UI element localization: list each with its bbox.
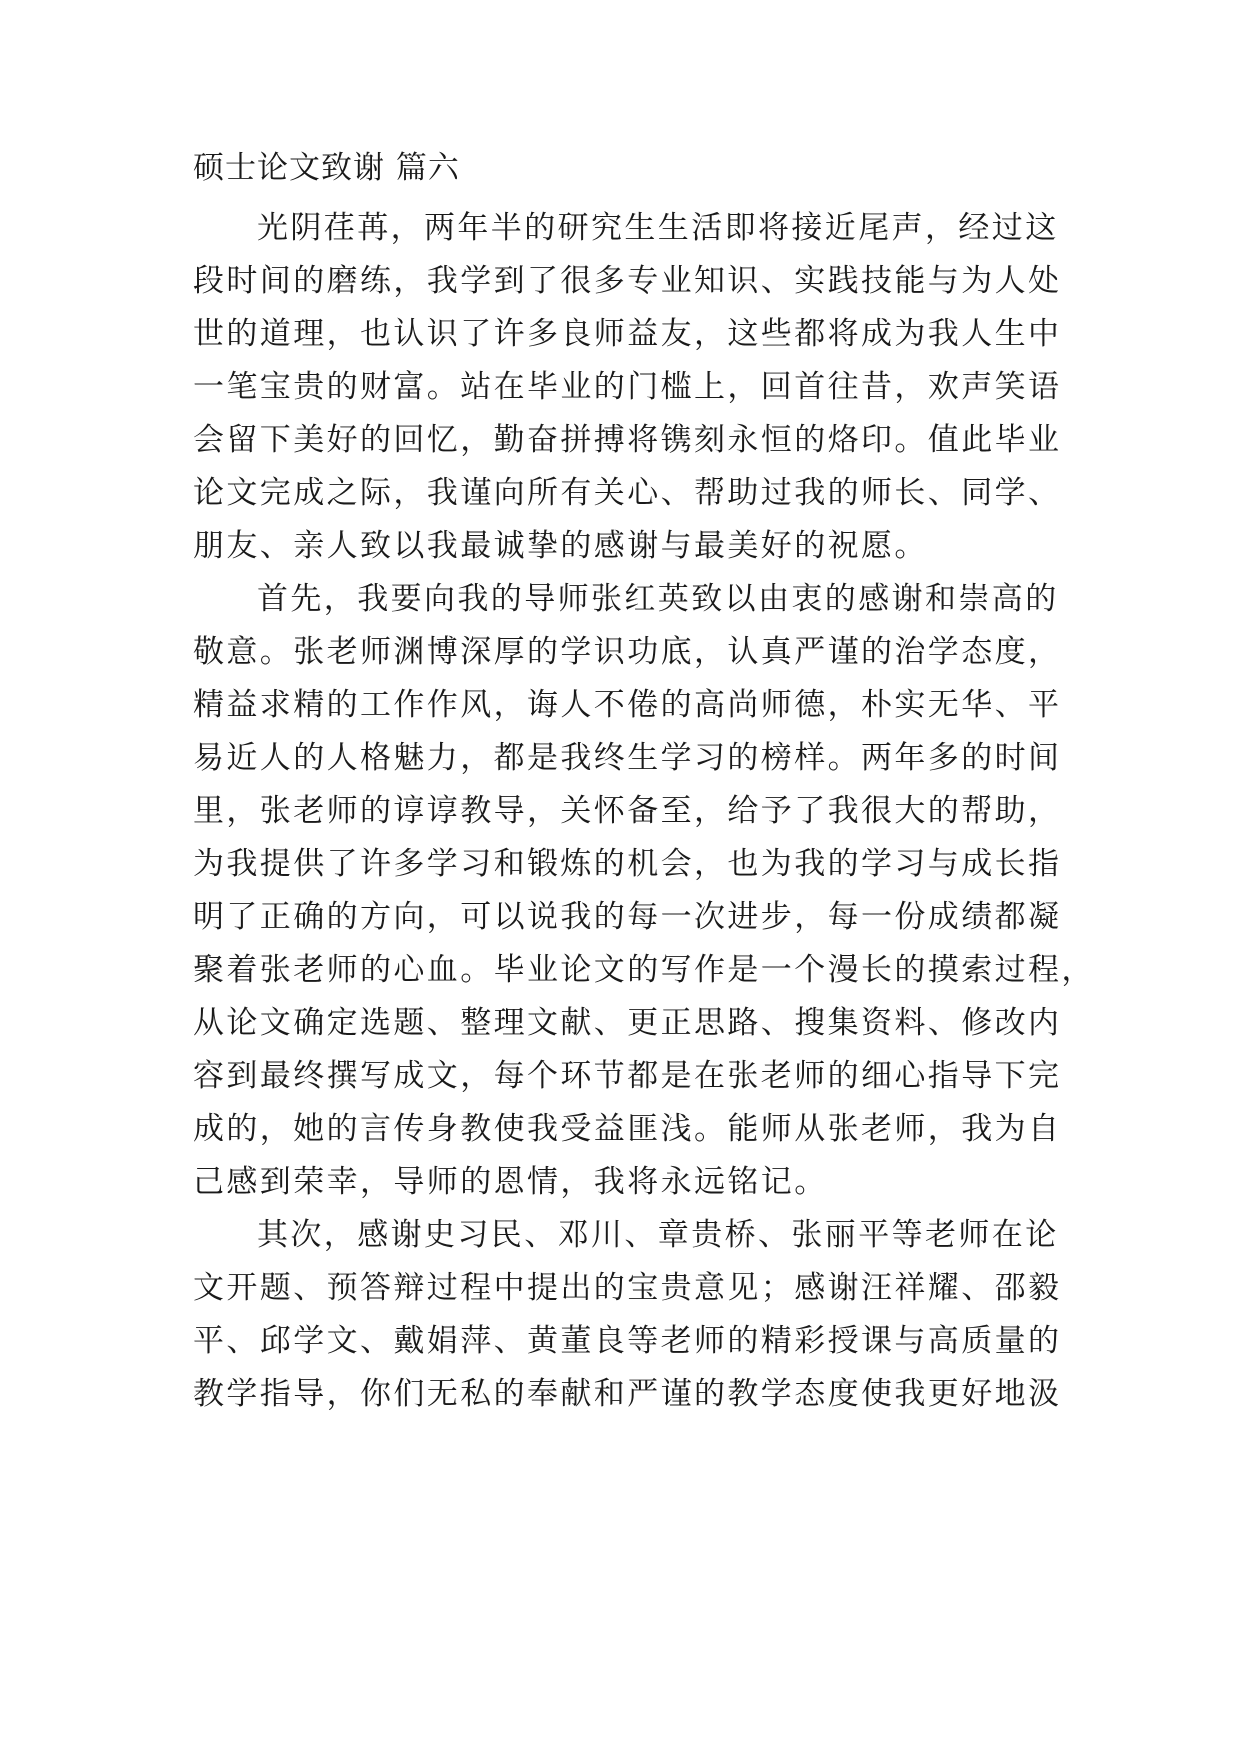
text-line: 精益求精的工作作风，诲人不倦的高尚师德，朴实无华、平 — [193, 687, 1062, 723]
text-line: 敬意。张老师渊博深厚的学识功底，认真严谨的治学态度， — [193, 634, 1062, 670]
text-line: 世的道理，也认识了许多良师益友，这些都将成为我人生中 — [193, 316, 1062, 352]
text-line: 里，张老师的谆谆教导，关怀备至，给予了我很大的帮助， — [193, 793, 1062, 829]
text-line: 成的，她的言传身教使我受益匪浅。能师从张老师，我为自 — [193, 1111, 1062, 1147]
text-line: 教学指导，你们无私的奉献和严谨的教学态度使我更好地汲 — [193, 1376, 1062, 1412]
paragraph-advisor — [193, 573, 1095, 1209]
paragraph-teachers — [193, 1209, 1063, 1421]
text-line: 段时间的磨练，我学到了很多专业知识、实践技能与为人处 — [193, 263, 1062, 299]
text-line: 易近人的人格魅力，都是我终生学习的榜样。两年多的时间 — [193, 740, 1062, 776]
text-line: 光阴荏苒，两年半的研究生生活即将接近尾声，经过这 — [257, 210, 1059, 246]
text-line: 为我提供了许多学习和锻炼的机会，也为我的学习与成长指 — [193, 846, 1062, 882]
document-title: 硕士论文致谢 篇六 — [193, 150, 460, 186]
text-line: 文开题、预答辩过程中提出的宝贵意见；感谢汪祥耀、邵毅 — [193, 1270, 1062, 1306]
text-line: 会留下美好的回忆，勤奋拼搏将镌刻永恒的烙印。值此毕业 — [193, 422, 1062, 458]
text-line: 明了正确的方向，可以说我的每一次进步，每一份成绩都凝 — [193, 899, 1062, 935]
text-line: 平、邱学文、戴娟萍、黄董良等老师的精彩授课与高质量的 — [193, 1323, 1062, 1359]
text-line: 其次，感谢史习民、邓川、章贵桥、张丽平等老师在论 — [257, 1217, 1059, 1253]
document-body — [193, 150, 1095, 1421]
paragraph-intro — [193, 202, 1063, 573]
text-line: 朋友、亲人致以我最诚挚的感谢与最美好的祝愿。 — [193, 528, 928, 564]
text-line: 论文完成之际，我谨向所有关心、帮助过我的师长、同学、 — [193, 475, 1062, 511]
text-line: 首先，我要向我的导师张红英致以由衷的感谢和崇高的 — [257, 581, 1059, 617]
text-line: 容到最终撰写成文，每个环节都是在张老师的细心指导下完 — [193, 1058, 1062, 1094]
text-line: 一笔宝贵的财富。站在毕业的门槛上，回首往昔，欢声笑语 — [193, 369, 1062, 405]
text-line: 从论文确定选题、整理文献、更正思路、搜集资料、修改内 — [193, 1005, 1062, 1041]
text-line: 聚着张老师的心血。毕业论文的写作是一个漫长的摸索过程， — [193, 952, 1095, 988]
text-line: 己感到荣幸，导师的恩情，我将永远铭记。 — [193, 1164, 828, 1200]
